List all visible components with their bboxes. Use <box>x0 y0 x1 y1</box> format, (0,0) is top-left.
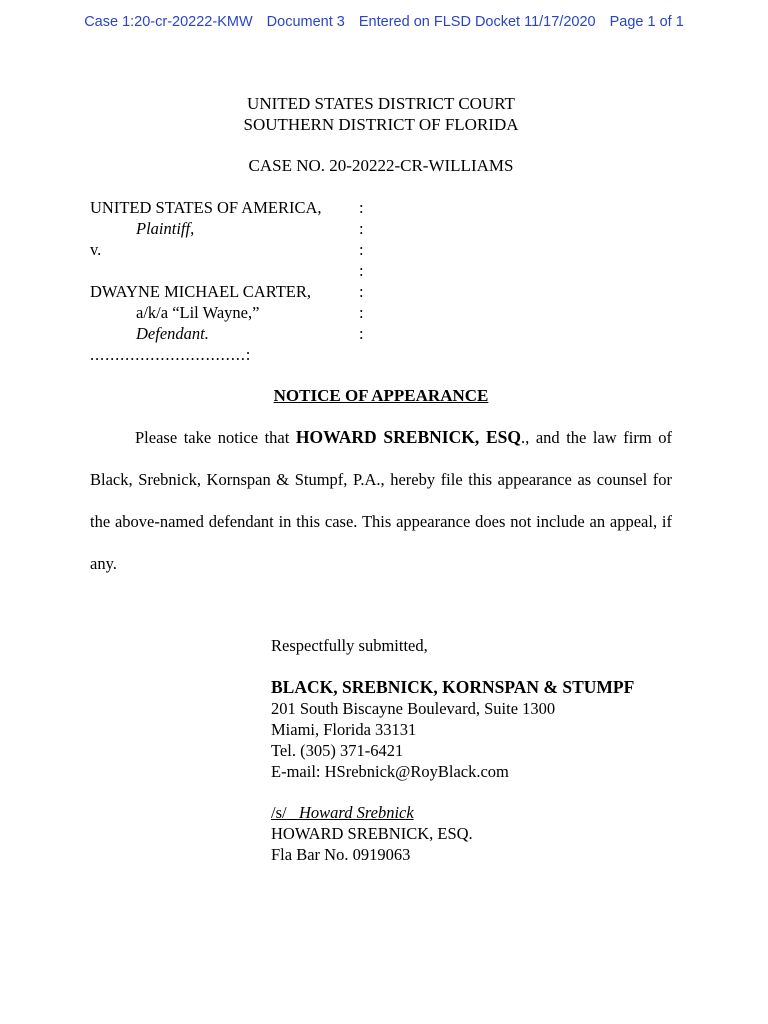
signature-prefix: /s/ <box>271 803 287 822</box>
caption-colon: : <box>359 303 364 322</box>
electronic-signature <box>271 803 414 823</box>
attorney-name: HOWARD SREBNICK, ESQ <box>295 427 522 447</box>
plaintiff-role: Plaintiff, <box>136 219 195 238</box>
header-entered: Entered on FLSD Docket 11/17/2020 <box>358 14 596 30</box>
caption-colon: : <box>359 324 364 343</box>
firm-email: E-mail: HSrebnick@RoyBlack.com <box>271 762 509 781</box>
caption-colon: : <box>359 198 364 217</box>
header-case: Case 1:20-cr-20222-KMW <box>84 14 253 30</box>
caption-colon: : <box>359 261 364 280</box>
firm-name: BLACK, SREBNICK, KORNSPAN & STUMPF <box>271 677 635 697</box>
closing: Respectfully submitted, <box>271 636 428 655</box>
notice-body <box>90 416 672 585</box>
header-document: Document 3 <box>266 14 345 30</box>
defendant-name: DWAYNE MICHAEL CARTER, <box>90 282 311 301</box>
defendant-role: Defendant. <box>136 324 209 343</box>
header-page: Page 1 of 1 <box>609 14 684 30</box>
bar-number: Fla Bar No. 0919063 <box>271 845 411 864</box>
caption-colon: : <box>359 282 364 301</box>
court-name: UNITED STATES DISTRICT COURT <box>247 94 515 113</box>
notice-paragraph <box>90 416 672 585</box>
document-title-text: NOTICE OF APPEARANCE <box>273 386 489 405</box>
firm-phone: Tel. (305) 371-6421 <box>271 741 404 760</box>
caption-colon: : <box>359 240 364 259</box>
court-district: SOUTHERN DISTRICT OF FLORIDA <box>243 115 519 134</box>
signature-name: Howard Srebnick <box>298 803 414 822</box>
versus: v. <box>90 240 102 259</box>
document-title <box>0 386 762 406</box>
attorney-printed-name: HOWARD SREBNICK, ESQ. <box>271 824 473 843</box>
firm-address-2: Miami, Florida 33131 <box>271 720 417 739</box>
defendant-aka: a/k/a “Lil Wayne,” <box>136 303 260 322</box>
firm-address-1: 201 South Biscayne Boulevard, Suite 1300 <box>271 699 556 718</box>
notice-intro: Please take notice that <box>135 428 296 447</box>
caption-colon: : <box>359 219 364 238</box>
case-number: CASE NO. 20-20222-CR-WILLIAMS <box>248 156 514 175</box>
plaintiff-name: UNITED STATES OF AMERICA, <box>90 198 322 217</box>
caption-dotted-line: ...............................: <box>90 345 252 364</box>
docket-header <box>0 14 768 30</box>
notice-text: ., and the law firm of Black, Srebnick, Kornspan & Stumpf, P.A., hereby file this appearance as counsel for the above-named defendant in this case. This appearance does not include an appeal, if any. <box>90 428 672 573</box>
